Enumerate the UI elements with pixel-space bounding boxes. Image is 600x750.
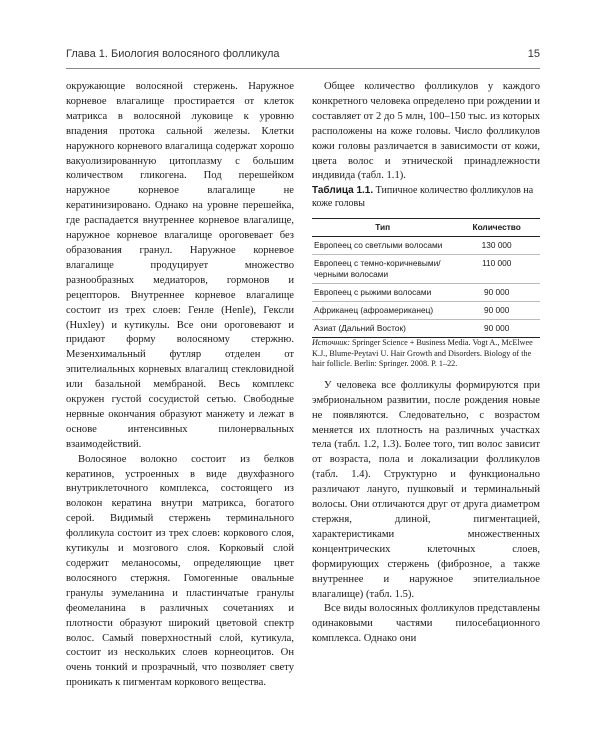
table-cell-count: 110 000 [453,255,540,284]
table-caption [312,184,540,210]
paragraph: Все виды волосяных фолликулов представлены одинаковыми частями пилосебационного комплекса. Однако они [312,603,540,645]
table-source-note [312,338,540,370]
left-column [66,80,294,691]
table-row [312,237,540,255]
paragraph: У человека все фолликулы формируются при эмбриональном развитии, после рождения новые не появляются. Следовательно, с возрастом меняется их плотность на различных участках тела (табл. 1.2, 1.3). Более того, тип волос зависит от возраста, пола и локализации фолликулов (табл. 1.4). Структурно и функционально различают лануго, пушковый и терминальный волосы. Они отличаются друг от друга диаметром стержня, длиной, пигментацией, характеристиками множественных концентрических клеточных слоев, формирующих стержень (фиброзное, а также внутреннее и наружное эпителиальное влагалище) (табл. 1.5). [312,379,540,600]
source-label: Источник: [312,338,350,348]
table-row [312,255,540,284]
header-divider [66,68,540,69]
table-cell-count: 130 000 [453,237,540,255]
column-header-count: Количество [453,219,540,237]
table-cell-type: Европеец с рыжими волосами [312,284,453,302]
source-text: Springer Science + Business Media. Vogt A., McElwee K.J., Blume-Peytavi U. Hair Growth and Disorders. Biology of the hair follicle. Berlin: Springer. 2008. P. 1–22. [312,338,533,369]
table-caption-label: Таблица 1.1. [312,185,374,197]
table-cell-type: Европеец со светлыми волосами [312,237,453,255]
follicle-count-table [312,218,540,338]
running-header [66,48,540,66]
page-number: 15 [527,48,540,60]
table-cell-type: Европеец с темно-коричневыми/черными волосами [312,255,453,284]
paragraph: окружающие волосяной стержень. Наружное корневое влагалище простирается от клеток матрикса в волосяной луковице к уровню впадения протока сальной железы. Клетки наружного корневого влагалища содержат хорошо вакуолизированную цитоплазму с большим количеством гликогена. Под перешейком наружное корневое влагалище не кератинизировано. Однако на уровне перешейка, где распадается внутреннее корневое влагалище, наружное корневое влагалище ороговевает без образования гранул. Наружное корневое влагалище продуцирует множество разнообразных медиаторов, гормонов и рецепторов. Внутреннее корневое влагалище состоит из трех слоев: Генле (Henle), Гексли (Huxley) и кутикулы. Все они ороговевают и придают форму волосяному стержню. Мезенхимальный футляр отделен от эпителиальных корневых влагалищ стекловидной или базальной мембраной. Весь комплекс окружен густой сосудистой сетью. Свободные нервные окончания образуют манжету и лежат в основе интенсивных пилонервальных взаимодействий. [66,81,294,450]
paragraph: Волосяное волокно состоит из белков кератинов, устроенных в виде двухфазного внутриклеточного комплекса, состоящего из волокон кератина внутри матрикса, богатого серой. Видимый стержень терминального фолликула состоит из трех слоев: коркового слоя, кутикулы и мозгового слоя. Корковый слой содержит меланосомы, определяющие цвет волосяного стержня. Гомогенные овальные гранулы эумеланина и пластинчатые гранулы феомеланина в различных сочетаниях и плотности образуют широкий цветовой спектр волос. Самый поверхностный слой, кутикула, состоит из нескольких слоев корнеоцитов. Он очень тонкий и прозрачный, что позволяет свету проникать к пигментам коркового вещества. [66,453,294,689]
column-header-type: Тип [312,219,453,237]
table-row [312,302,540,320]
table-row [312,320,540,338]
table-cell-count: 90 000 [453,320,540,338]
chapter-title: Глава 1. Биология волосяного фолликула [66,48,280,60]
paragraph: Общее количество фолликулов у каждого конкретного человека определено при рождении и составляет от 2 до 5 млн, 100–150 тыс. из которых расположены на коже головы. Число фолликулов кожи головы различается в зависимости от кожи, цвета волос и этнической принадлежности индивида (табл. 1.1). [312,81,540,182]
table-header-row [312,219,540,237]
right-column [312,80,540,647]
table-cell-count: 90 000 [453,284,540,302]
table-cell-type: Азиат (Дальний Восток) [312,320,453,338]
table-cell-count: 90 000 [453,302,540,320]
table-cell-type: Африканец (афроамериканец) [312,302,453,320]
table-row [312,284,540,302]
table-caption-text: Типичное количество фолликулов на коже головы [312,185,534,210]
